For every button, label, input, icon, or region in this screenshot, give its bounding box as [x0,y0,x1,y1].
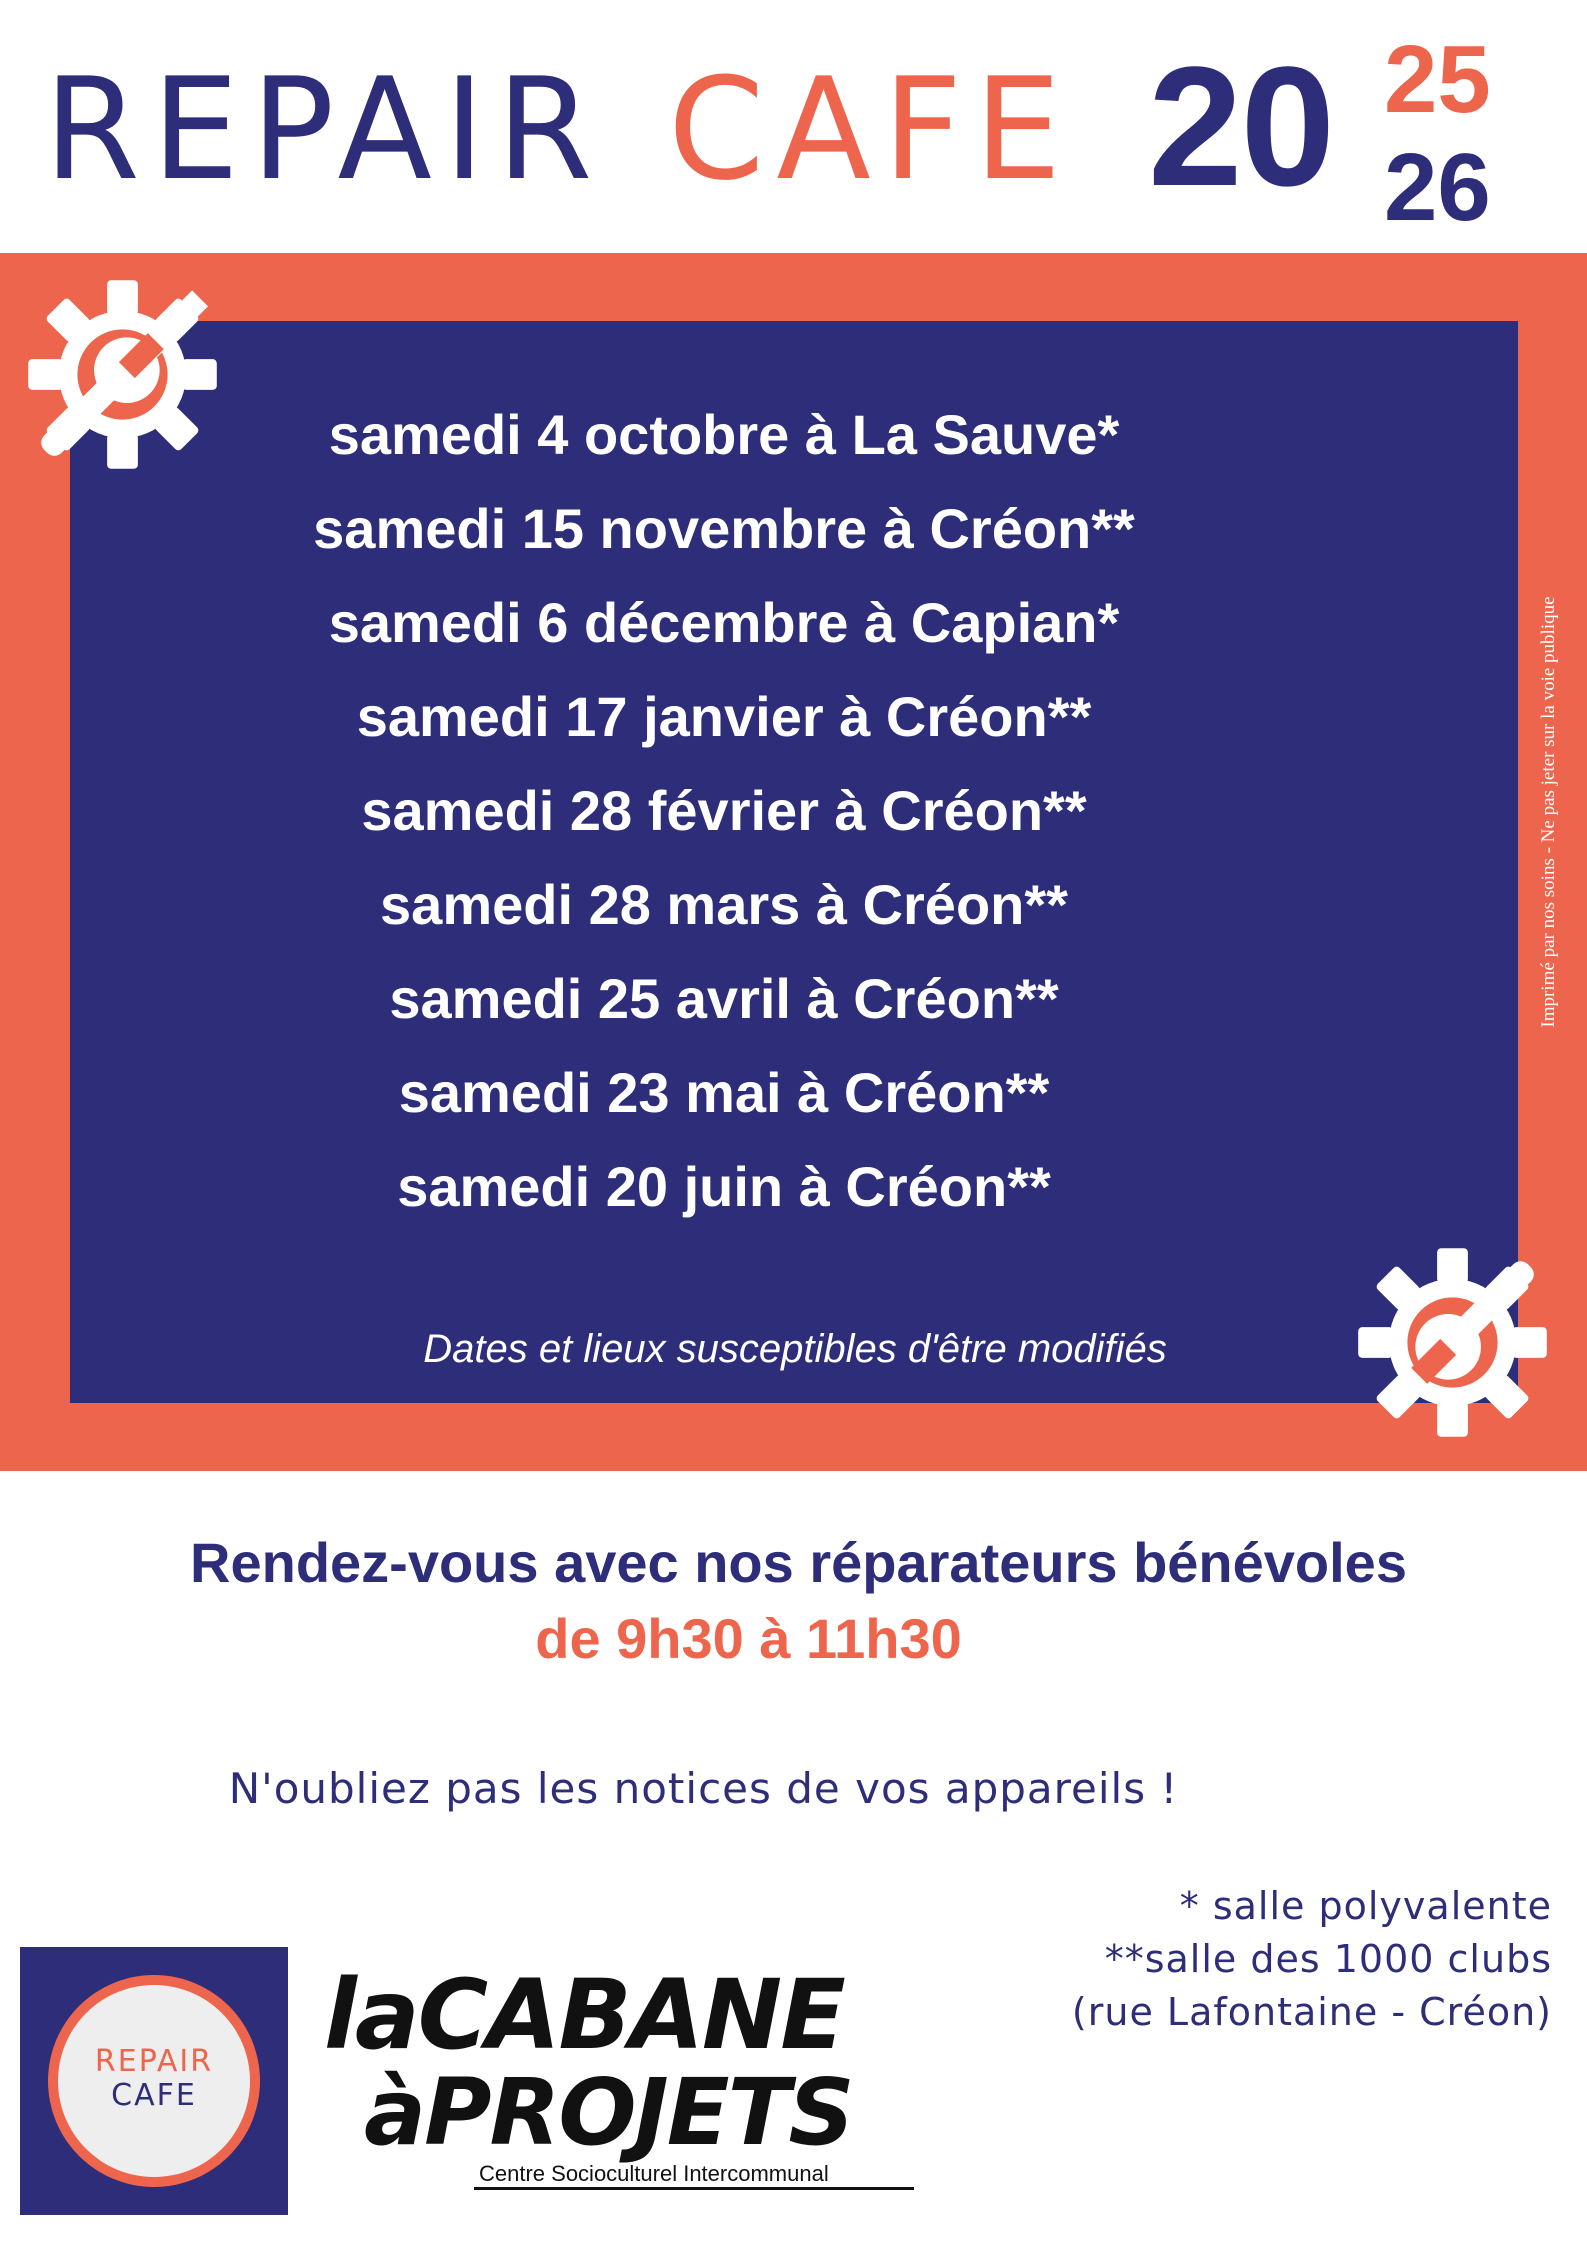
date-item: samedi 23 mai à Créon** [398,1061,1050,1124]
print-notice-text: Imprimé par nos soins - Ne pas jeter sur la voie publique [1538,596,1559,1028]
venue-note: * salle polyvalente [1179,1884,1552,1928]
dates-disclaimer: Dates et lieux susceptibles d'être modifiés [423,1327,1167,1371]
year-bottom: 26 [1384,134,1491,241]
logo-cafe-text: CAFE [111,2078,197,2113]
date-item: samedi 17 janvier à Créon** [356,685,1092,748]
venue-note: **salle des 1000 clubs [1104,1937,1552,1981]
cabane-a-projets-logo [324,1959,924,2205]
cabane-logo-underline [474,2187,914,2190]
opening-hours: de 9h30 à 11h30 [535,1607,962,1670]
logo-repair-text: REPAIR [94,2044,214,2079]
date-item: samedi 28 février à Créon** [361,779,1087,842]
reminder-text: N'oubliez pas les notices de vos appareils ! [228,1764,1179,1813]
rendezvous-heading: Rendez-vous avec nos réparateurs bénévoles [190,1531,1407,1594]
year-prefix: 20 [1148,32,1334,222]
title-repair: REPAIR [44,47,605,212]
year-top: 25 [1384,26,1491,133]
dates-list [70,388,1518,1234]
venue-note: (rue Lafontaine - Créon) [1071,1990,1552,2034]
repair-cafe-logo [20,1947,288,2215]
date-item: samedi 25 avril à Créon** [389,967,1059,1030]
date-item: samedi 6 décembre à Capian* [328,591,1120,654]
title-cafe: CAFE [668,47,1074,212]
date-item: samedi 28 mars à Créon** [380,873,1068,936]
date-item: samedi 15 novembre à Créon** [313,497,1135,560]
date-item: samedi 4 octobre à La Sauve* [328,403,1120,466]
cabane-logo-line1: laCABANE [324,1959,844,2071]
venue-notes [852,1880,1552,2039]
cabane-logo-line2: àPROJETS [364,2059,853,2166]
date-item: samedi 20 juin à Créon** [397,1155,1051,1218]
cabane-logo-subtitle: Centre Socioculturel Intercommunal [479,2161,829,2186]
gear-wrench-icon [1350,1240,1555,1445]
